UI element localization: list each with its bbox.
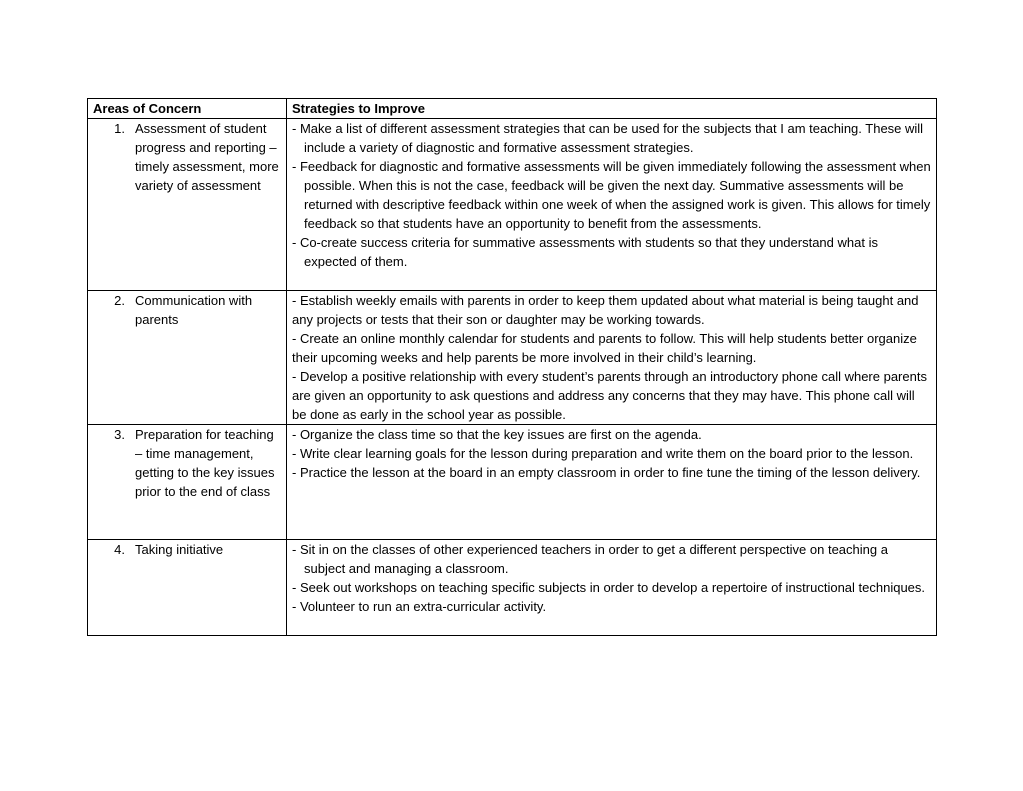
strategy-item: - Write clear learning goals for the lesson during preparation and write them on the board prior to the lesson. <box>292 446 914 461</box>
area-cell <box>88 425 287 540</box>
concerns-strategies-table <box>87 98 937 636</box>
strategy-item: - Seek out workshops on teaching specific subjects in order to develop a repertoire of instructional techniques. <box>292 580 926 595</box>
row-number: 4. <box>114 542 125 557</box>
header-areas-of-concern: Areas of Concern <box>88 99 287 119</box>
area-cell <box>88 291 287 425</box>
row-number: 1. <box>114 121 125 136</box>
strategy-item: - Develop a positive relationship with every student’s parents through an introductory phone call where parents are given an opportunity to ask questions and address any concerns that they may have. This phone call will be done as early in the school year as possible. <box>292 369 927 422</box>
table-row <box>88 540 937 636</box>
strategies-cell <box>287 291 937 425</box>
area-text: Communication with parents <box>135 293 253 327</box>
header-strategies-to-improve: Strategies to Improve <box>287 99 937 119</box>
area-cell <box>88 540 287 636</box>
table-row <box>88 425 937 540</box>
strategy-item: - Organize the class time so that the key issues are first on the agenda. <box>292 427 702 442</box>
area-text: Taking initiative <box>135 542 224 557</box>
table-header-row <box>88 99 937 119</box>
strategy-item: - Establish weekly emails with parents in order to keep them updated about what material is being taught and any projects or tests that their son or daughter may be working towards. <box>292 293 919 327</box>
strategy-item: - Make a list of different assessment strategies that can be used for the subjects that I am teaching. These will include a variety of diagnostic and formative assessment strategies. <box>292 121 924 155</box>
strategies-cell <box>287 119 937 291</box>
strategy-item: - Create an online monthly calendar for students and parents to follow. This will help students better organize their upcoming weeks and help parents be more involved in their child’s learning. <box>292 331 917 365</box>
strategies-cell <box>287 425 937 540</box>
table-row <box>88 119 937 291</box>
strategy-item: - Practice the lesson at the board in an empty classroom in order to fine tune the timing of the lesson delivery. <box>292 465 921 480</box>
strategy-item: - Sit in on the classes of other experienced teachers in order to get a different perspective on teaching a subject and managing a classroom. <box>292 542 888 576</box>
area-text: Preparation for teaching – time management, getting to the key issues prior to the end of class <box>135 427 275 499</box>
table-row <box>88 291 937 425</box>
area-text: Assessment of student progress and reporting – timely assessment, more variety of assessment <box>135 121 279 193</box>
row-number: 3. <box>114 427 125 442</box>
row-number: 2. <box>114 293 125 308</box>
strategy-item: - Co-create success criteria for summative assessments with students so that they understand what is expected of them. <box>292 235 878 269</box>
strategies-cell <box>287 540 937 636</box>
area-cell <box>88 119 287 291</box>
strategy-item: - Volunteer to run an extra-curricular activity. <box>292 599 547 614</box>
strategy-item: - Feedback for diagnostic and formative assessments will be given immediately following the assessment when possible. When this is not the case, feedback will be given the next day. Summative assessments will be returned with descriptive feedback within one week of when the assigned work is given. This allows for timely feedback so that students have an opportunity to benefit from the assessments. <box>292 159 931 231</box>
